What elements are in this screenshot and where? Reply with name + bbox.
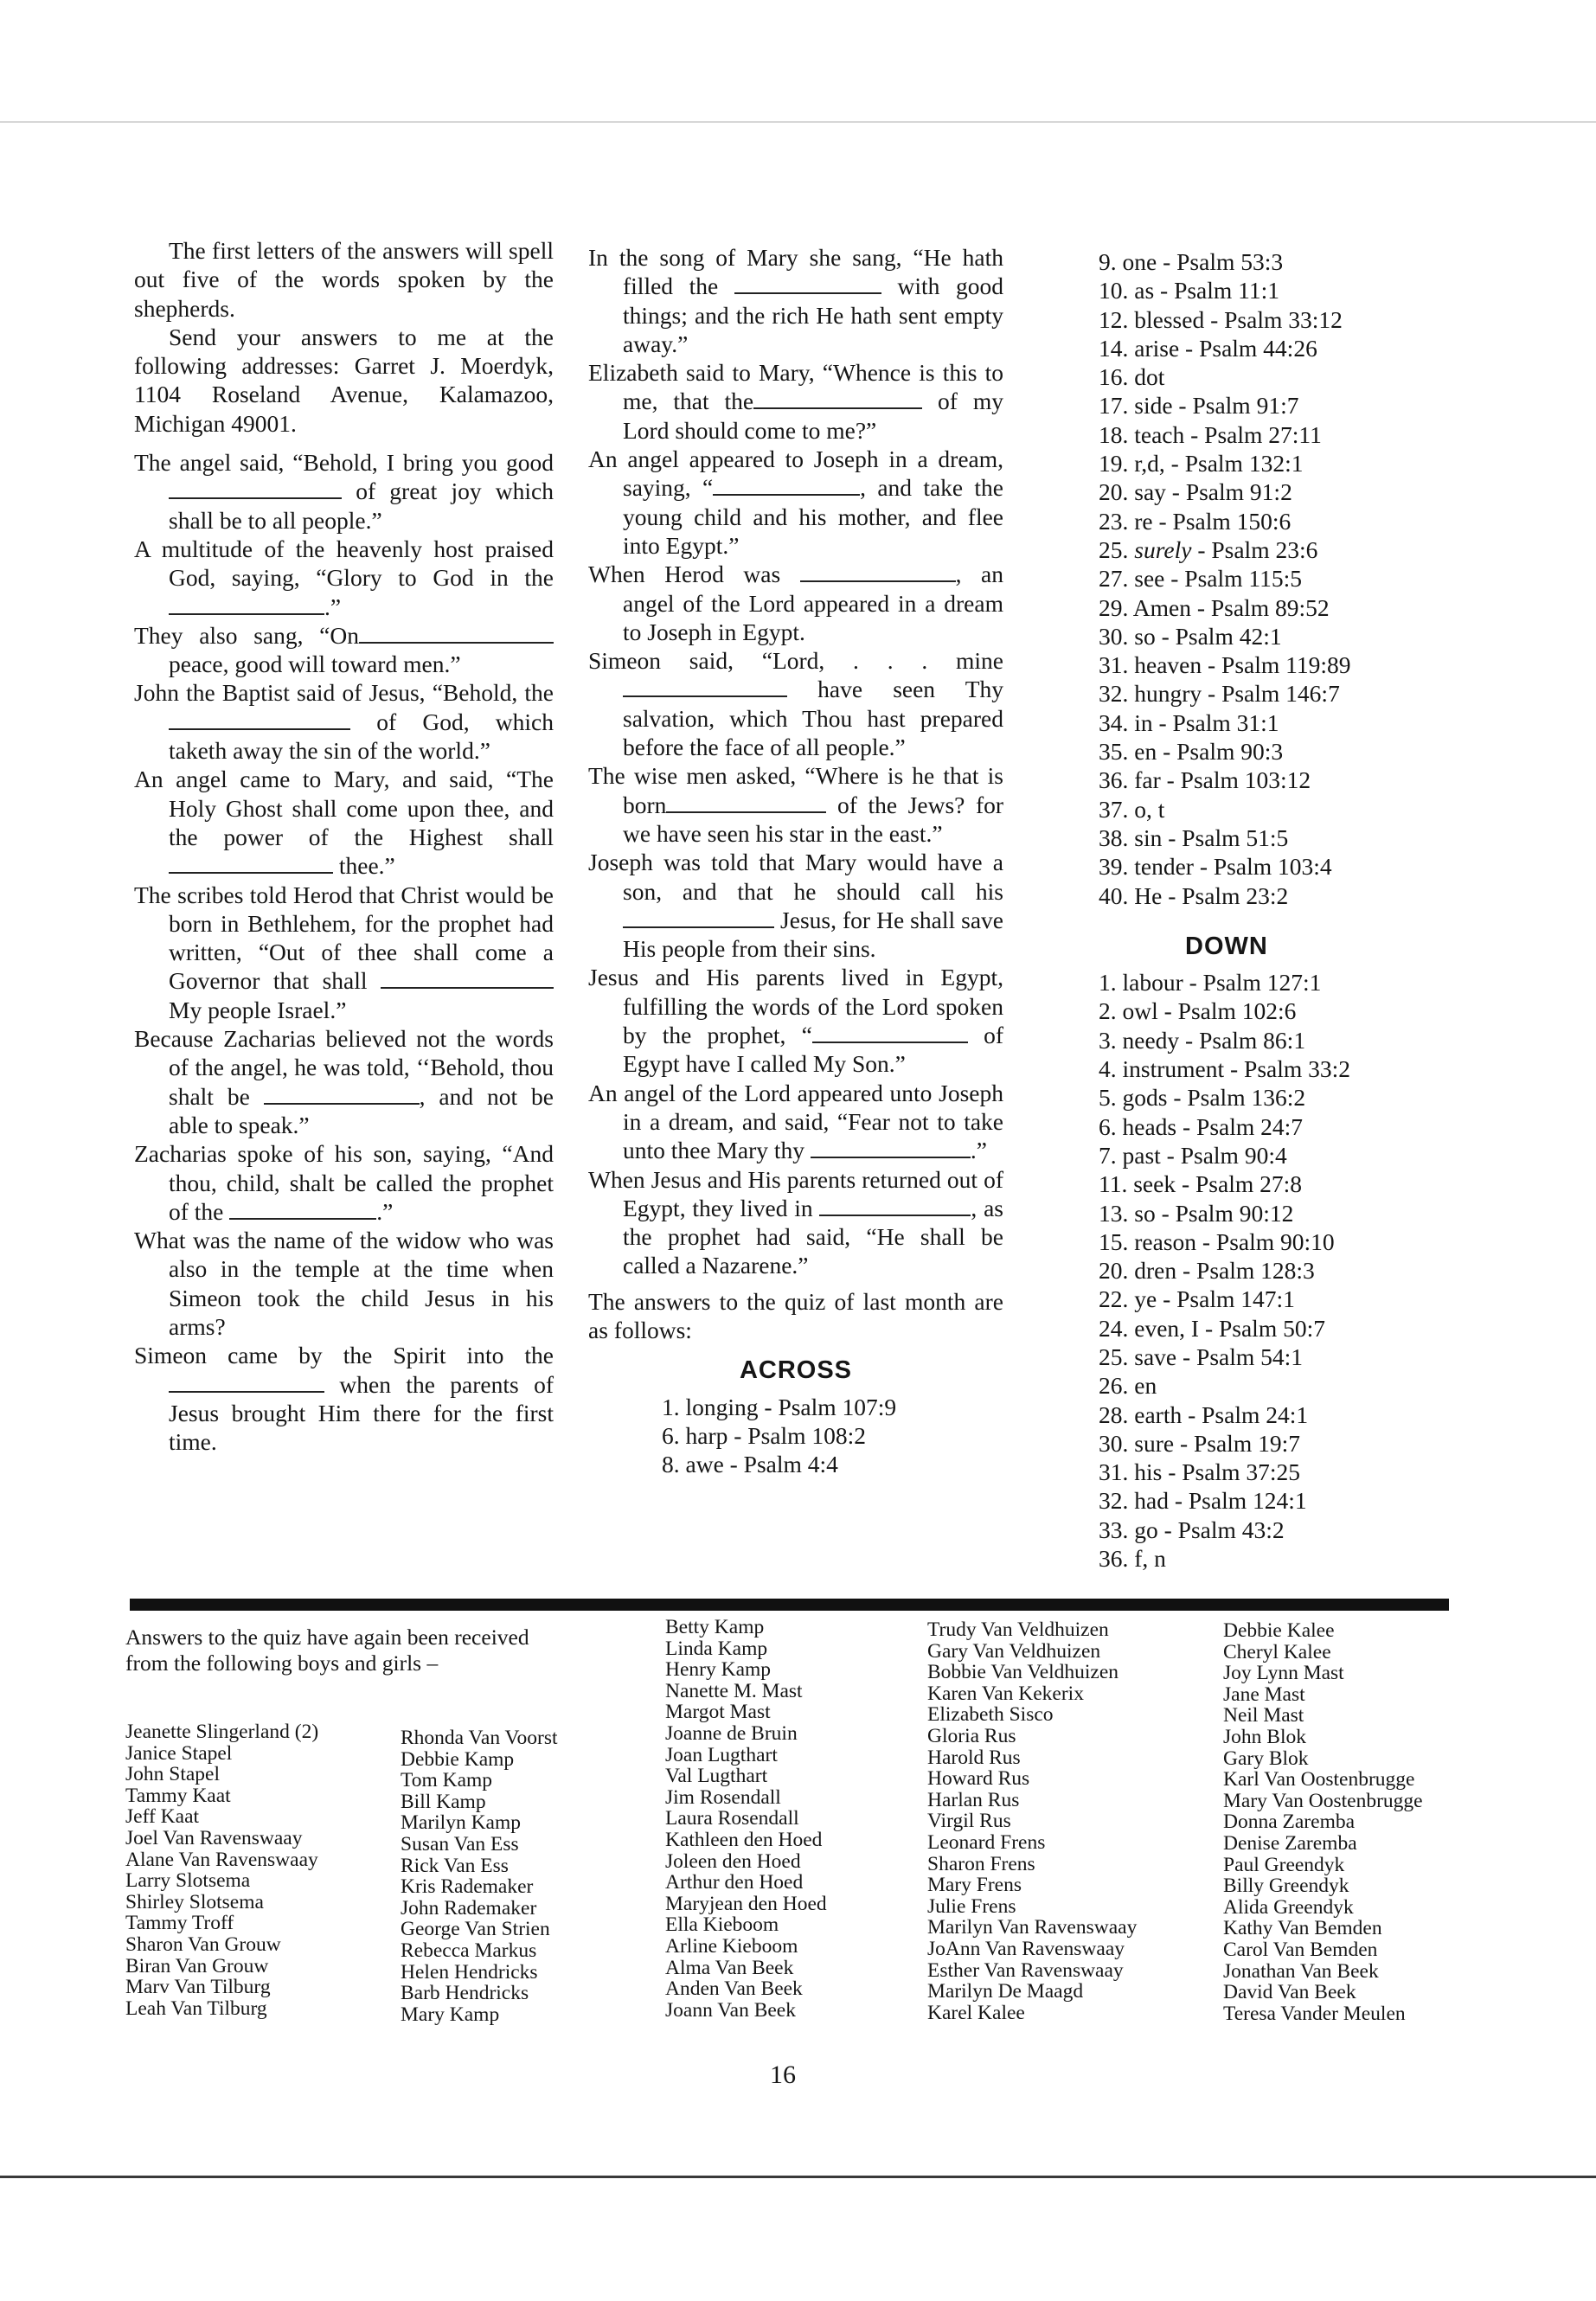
- list-item: Tammy Troff: [125, 1912, 234, 1935]
- names-intro-text: Answers to the quiz have again been received from the following boys and girls –: [125, 1625, 529, 1676]
- list-item: Karl Van Oostenbrugge: [1223, 1768, 1415, 1791]
- list-item: JoAnn Van Ravenswaay: [927, 1937, 1125, 1960]
- list-item: Mary Kamp: [401, 2003, 500, 2026]
- list-item: Karel Kalee: [927, 2001, 1025, 2024]
- question: An angel of the Lord appeared unto Joseph in a dream, and said, “Fear not to take unto thee Mary thy .”: [588, 1079, 1003, 1164]
- list-item: Margot Mast: [665, 1701, 771, 1724]
- across-answer: 31. heaven - Psalm 119:89: [1099, 651, 1351, 679]
- list-item: Gary Van Veldhuizen: [927, 1639, 1101, 1663]
- across-answer: 12. blessed - Psalm 33:12: [1099, 305, 1343, 333]
- list-item: Gloria Rus: [927, 1724, 1016, 1747]
- list-item: Rhonda Van Voorst: [401, 1727, 558, 1749]
- down-answer: 7. past - Psalm 90:4: [1099, 1141, 1287, 1169]
- list-item: Howard Rus: [927, 1767, 1030, 1791]
- list-item: Cheryl Kalee: [1223, 1640, 1331, 1663]
- down-answer: 22. ye - Psalm 147:1: [1099, 1285, 1295, 1313]
- list-item: Virgil Rus: [927, 1810, 1011, 1833]
- across-answer: 34. in - Psalm 31:1: [1099, 708, 1279, 736]
- across-answer: 1. longing - Psalm 107:9: [662, 1393, 897, 1420]
- list-item: Teresa Vander Meulen: [1223, 2002, 1406, 2025]
- across-heading: ACROSS: [739, 1356, 853, 1385]
- down-answer: 24. even, I - Psalm 50:7: [1099, 1314, 1325, 1342]
- across-answer: 39. tender - Psalm 103:4: [1099, 853, 1332, 881]
- down-answer: 20. dren - Psalm 128:3: [1099, 1257, 1315, 1285]
- section-divider-bar: [130, 1599, 1449, 1611]
- bottom-edge-line: [0, 2176, 1596, 2178]
- down-answer: 31. his - Psalm 37:25: [1099, 1458, 1300, 1486]
- top-edge-line: [0, 121, 1596, 123]
- list-item: Jeanette Slingerland (2): [125, 1721, 319, 1743]
- answers-column-3: [1099, 247, 1427, 1573]
- down-answer: 26. en: [1099, 1372, 1157, 1400]
- list-item: Joy Lynn Mast: [1223, 1662, 1344, 1685]
- list-item: Marilyn Van Ravenswaay: [927, 1916, 1138, 1939]
- list-item: Anden Van Beek: [665, 1977, 803, 2001]
- down-answer: 25. save - Psalm 54:1: [1099, 1343, 1304, 1370]
- list-item: Betty Kamp: [665, 1616, 765, 1638]
- list-item: Nanette M. Mast: [665, 1679, 803, 1702]
- list-item: Jim Rosendall: [665, 1785, 781, 1809]
- down-answer: 6. heads - Psalm 24:7: [1099, 1112, 1304, 1140]
- list-item: Julie Frens: [927, 1894, 1016, 1918]
- down-answer: 36. f, n: [1099, 1545, 1166, 1573]
- across-answer: 25. surely - Psalm 23:6: [1099, 535, 1318, 563]
- across-answer: 29. Amen - Psalm 89:52: [1099, 593, 1330, 621]
- list-item: Trudy Van Veldhuizen: [927, 1618, 1109, 1641]
- list-item: Debbie Kamp: [401, 1747, 515, 1771]
- across-answer: 10. as - Psalm 11:1: [1099, 277, 1280, 304]
- list-item: Denise Zaremba: [1223, 1831, 1357, 1855]
- names-list-2: [401, 1727, 558, 2025]
- list-item: Donna Zaremba: [1223, 1811, 1356, 1834]
- list-item: Carol Van Bemden: [1223, 1938, 1378, 1961]
- down-answer: 5. gods - Psalm 136:2: [1099, 1084, 1306, 1112]
- list-item: Henry Kamp: [665, 1658, 772, 1682]
- list-item: Tammy Kaat: [125, 1784, 231, 1807]
- send-address-text: Send your answers to me at the following addresses: Garret J. Moerdyk, 1104 Roseland Avenue, Kalamazoo, Michigan 49001.: [134, 323, 554, 437]
- question: Jesus and His parents lived in Egypt, fulfilling the words of the Lord spoken by the prophet, “ of Egypt have I called My Son.”: [588, 964, 1004, 1078]
- list-item: Barb Hendricks: [401, 1982, 529, 2005]
- list-item: Larry Slotsema: [125, 1869, 251, 1893]
- across-answer: 20. say - Psalm 91:2: [1099, 478, 1292, 506]
- across-answer: 9. one - Psalm 53:3: [1099, 248, 1284, 275]
- down-answer: 4. instrument - Psalm 33:2: [1099, 1055, 1351, 1083]
- question: Joseph was told that Mary would have a son, and that he should call his Jesus, for He shall save His people from their sins.: [588, 849, 1004, 963]
- list-item: Mary Frens: [927, 1874, 1022, 1897]
- names-list-1: [125, 1721, 318, 2019]
- list-item: Billy Greendyk: [1223, 1875, 1349, 1898]
- down-answer: 11. seek - Psalm 27:8: [1099, 1170, 1302, 1198]
- down-answer: 15. reason - Psalm 90:10: [1099, 1227, 1335, 1255]
- list-item: Sharon Frens: [927, 1852, 1035, 1875]
- list-item: Alma Van Beek: [665, 1956, 794, 1979]
- list-item: Kathleen den Hoed: [665, 1828, 823, 1851]
- list-item: John Stapel: [125, 1763, 221, 1786]
- list-item: Joanne de Bruin: [665, 1721, 798, 1745]
- list-item: John Blok: [1223, 1725, 1306, 1748]
- across-answer: 35. en - Psalm 90:3: [1099, 738, 1284, 766]
- question: An angel appeared to Joseph in a dream, saying, “ , and take the young child and his mother, and flee into Egypt.”: [588, 445, 1003, 559]
- question: When Herod was , an angel of the Lord appeared in a dream to Joseph in Egypt.: [588, 561, 1003, 645]
- question: What was the name of the widow who was also in the temple at the time when Simeon took the child Jesus in his arms?: [134, 1227, 554, 1340]
- across-answer: 32. hungry - Psalm 146:7: [1099, 680, 1340, 708]
- list-item: Marilyn De Maagd: [927, 1980, 1084, 2003]
- list-item: Janice Stapel: [125, 1741, 233, 1765]
- list-item: Biran Van Grouw: [125, 1954, 269, 1977]
- list-item: Esther Van Ravenswaay: [927, 1958, 1124, 1982]
- list-item: Kathy Van Bemden: [1223, 1917, 1382, 1940]
- down-heading: DOWN: [1185, 932, 1268, 960]
- across-answer: 14. arise - Psalm 44:26: [1099, 334, 1317, 362]
- across-answer: 27. see - Psalm 115:5: [1099, 565, 1302, 593]
- question: In the song of Mary she sang, “He hath filled the with good things; and the rich He hath sent empty away.”: [588, 244, 1004, 357]
- list-item: Jonathan Van Beek: [1223, 1959, 1379, 1983]
- down-answer: 13. so - Psalm 90:12: [1099, 1199, 1294, 1227]
- across-answer: 37. o, t: [1099, 795, 1165, 823]
- list-item: Tom Kamp: [401, 1769, 493, 1792]
- list-item: Harold Rus: [927, 1746, 1021, 1769]
- across-answer: 36. far - Psalm 103:12: [1099, 766, 1311, 794]
- list-item: Joan Lugthart: [665, 1743, 778, 1766]
- list-item: Ella Kieboom: [665, 1913, 779, 1937]
- list-item: Gary Blok: [1223, 1747, 1309, 1770]
- question: Simeon said, “Lord, . . . mine have seen Thy salvation, which Thou hast prepared before the face of all people.”: [588, 647, 1003, 761]
- answers-note: The answers to the quiz of last month are as follows:: [588, 1287, 1003, 1343]
- question: When Jesus and His parents returned out of Egypt, they lived in , as the prophet had said, “He shall be called a Nazarene.”: [588, 1165, 1003, 1279]
- list-item: Laura Rosendall: [665, 1807, 799, 1830]
- list-item: Shirley Slotsema: [125, 1890, 264, 1913]
- instructions-text: The first letters of the answers will spell out five of the words spoken by the shepherds.: [134, 237, 554, 322]
- across-answer: 8. awe - Psalm 4:4: [662, 1451, 838, 1478]
- list-item: Harlan Rus: [927, 1788, 1020, 1811]
- down-answer: 3. needy - Psalm 86:1: [1099, 1026, 1306, 1054]
- list-item: John Rademaker: [401, 1896, 537, 1920]
- across-answer: 17. side - Psalm 91:7: [1099, 392, 1299, 420]
- down-answer: 1. labour - Psalm 127:1: [1099, 969, 1322, 997]
- down-answer: 2. owl - Psalm 102:6: [1099, 997, 1297, 1025]
- list-item: George Van Strien: [401, 1918, 550, 1941]
- list-item: Rick Van Ess: [401, 1854, 509, 1877]
- question: The wise men asked, “Where is he that is born of the Jews? for we have seen his star in the east.”: [588, 762, 1004, 847]
- list-item: Karen Van Kekerix: [927, 1682, 1084, 1705]
- list-item: Joann Van Beek: [665, 1998, 796, 2022]
- question: The scribes told Herod that Christ would be born in Bethlehem, for the prophet had written, “Out of thee shall come a Governor that shall My people Israel.”: [134, 881, 554, 1023]
- question: They also sang, “On peace, good will toward men.”: [134, 621, 554, 679]
- page-number: 16: [770, 2061, 796, 2089]
- list-item: Rebecca Markus: [401, 1939, 537, 1962]
- down-answer: 28. earth - Psalm 24:1: [1099, 1400, 1309, 1428]
- list-item: Neil Mast: [1223, 1704, 1304, 1727]
- question: Because Zacharias believed not the words of the angel, he was told, ‘‘Behold, thou shalt be , and not be able to speak.”: [134, 1025, 554, 1138]
- list-item: Joleen den Hoed: [665, 1849, 801, 1873]
- down-answer: 33. go - Psalm 43:2: [1099, 1516, 1285, 1543]
- list-item: Arthur den Hoed: [665, 1871, 804, 1894]
- question: John the Baptist said of Jesus, “Behold, the of God, which taketh away the sin of the world.”: [134, 679, 554, 765]
- question: The angel said, “Behold, I bring you good of great joy which shall be to all people.”: [134, 449, 554, 534]
- list-item: Kris Rademaker: [401, 1875, 534, 1899]
- list-item: Bill Kamp: [401, 1790, 486, 1813]
- list-item: Sharon Van Grouw: [125, 1932, 281, 1956]
- list-item: Elizabeth Sisco: [927, 1703, 1054, 1727]
- names-list-3: [665, 1617, 827, 2021]
- list-item: Bobbie Van Veldhuizen: [927, 1661, 1119, 1684]
- question: A multitude of the heavenly host praised God, saying, “Glory to God in the .”: [134, 535, 554, 620]
- across-answer: 40. He - Psalm 23:2: [1099, 881, 1289, 909]
- list-item: Marilyn Kamp: [401, 1811, 522, 1835]
- question: Zacharias spoke of his son, saying, “And thou, child, shalt be called the prophet of the .”: [134, 1140, 554, 1225]
- across-answer: 30. so - Psalm 42:1: [1099, 622, 1282, 650]
- down-answer: 30. sure - Psalm 19:7: [1099, 1429, 1300, 1457]
- list-item: Linda Kamp: [665, 1637, 768, 1660]
- across-answer: 16. dot: [1099, 363, 1165, 391]
- list-item: Debbie Kalee: [1223, 1619, 1335, 1642]
- list-item: Jeff Kaat: [125, 1805, 200, 1829]
- list-item: Alane Van Ravenswaay: [125, 1848, 318, 1871]
- question: Simeon came by the Spirit into the when the parents of Jesus brought Him there for the first time.: [134, 1342, 554, 1456]
- question: An angel came to Mary, and said, “The Holy Ghost shall come upon thee, and the power of the Highest shall thee.”: [134, 766, 554, 880]
- names-list-4: [927, 1619, 1137, 2023]
- quiz-column-1: [134, 236, 554, 1456]
- down-answer: 32. had - Psalm 124:1: [1099, 1487, 1307, 1515]
- list-item: Paul Greendyk: [1223, 1853, 1345, 1876]
- list-item: David Van Beek: [1223, 1981, 1356, 2004]
- list-item: Val Lugthart: [665, 1765, 768, 1788]
- list-item: Arline Kieboom: [665, 1934, 798, 1958]
- list-item: Susan Van Ess: [401, 1832, 519, 1856]
- across-answer: 6. harp - Psalm 108:2: [662, 1421, 867, 1449]
- list-item: Marv Van Tilburg: [125, 1976, 271, 1999]
- names-list-5: [1223, 1620, 1423, 2024]
- across-answer: 23. re - Psalm 150:6: [1099, 507, 1292, 535]
- list-item: Maryjean den Hoed: [665, 1892, 827, 1915]
- across-answer: 38. sin - Psalm 51:5: [1099, 824, 1289, 851]
- list-item: Jane Mast: [1223, 1682, 1305, 1706]
- list-item: Alida Greendyk: [1223, 1895, 1354, 1919]
- list-item: Leah Van Tilburg: [125, 1997, 267, 2020]
- across-answer: 18. teach - Psalm 27:11: [1099, 420, 1322, 448]
- quiz-column-2: [588, 243, 1003, 1478]
- list-item: Leonard Frens: [927, 1830, 1046, 1854]
- list-item: Mary Van Oostenbrugge: [1223, 1789, 1423, 1812]
- across-answer: 19. r,d, - Psalm 132:1: [1099, 450, 1304, 478]
- list-item: Joel Van Ravenswaay: [125, 1826, 303, 1849]
- list-item: Helen Hendricks: [401, 1960, 538, 1984]
- question: Elizabeth said to Mary, “Whence is this to me, that the of my Lord should come to me?”: [588, 359, 1003, 444]
